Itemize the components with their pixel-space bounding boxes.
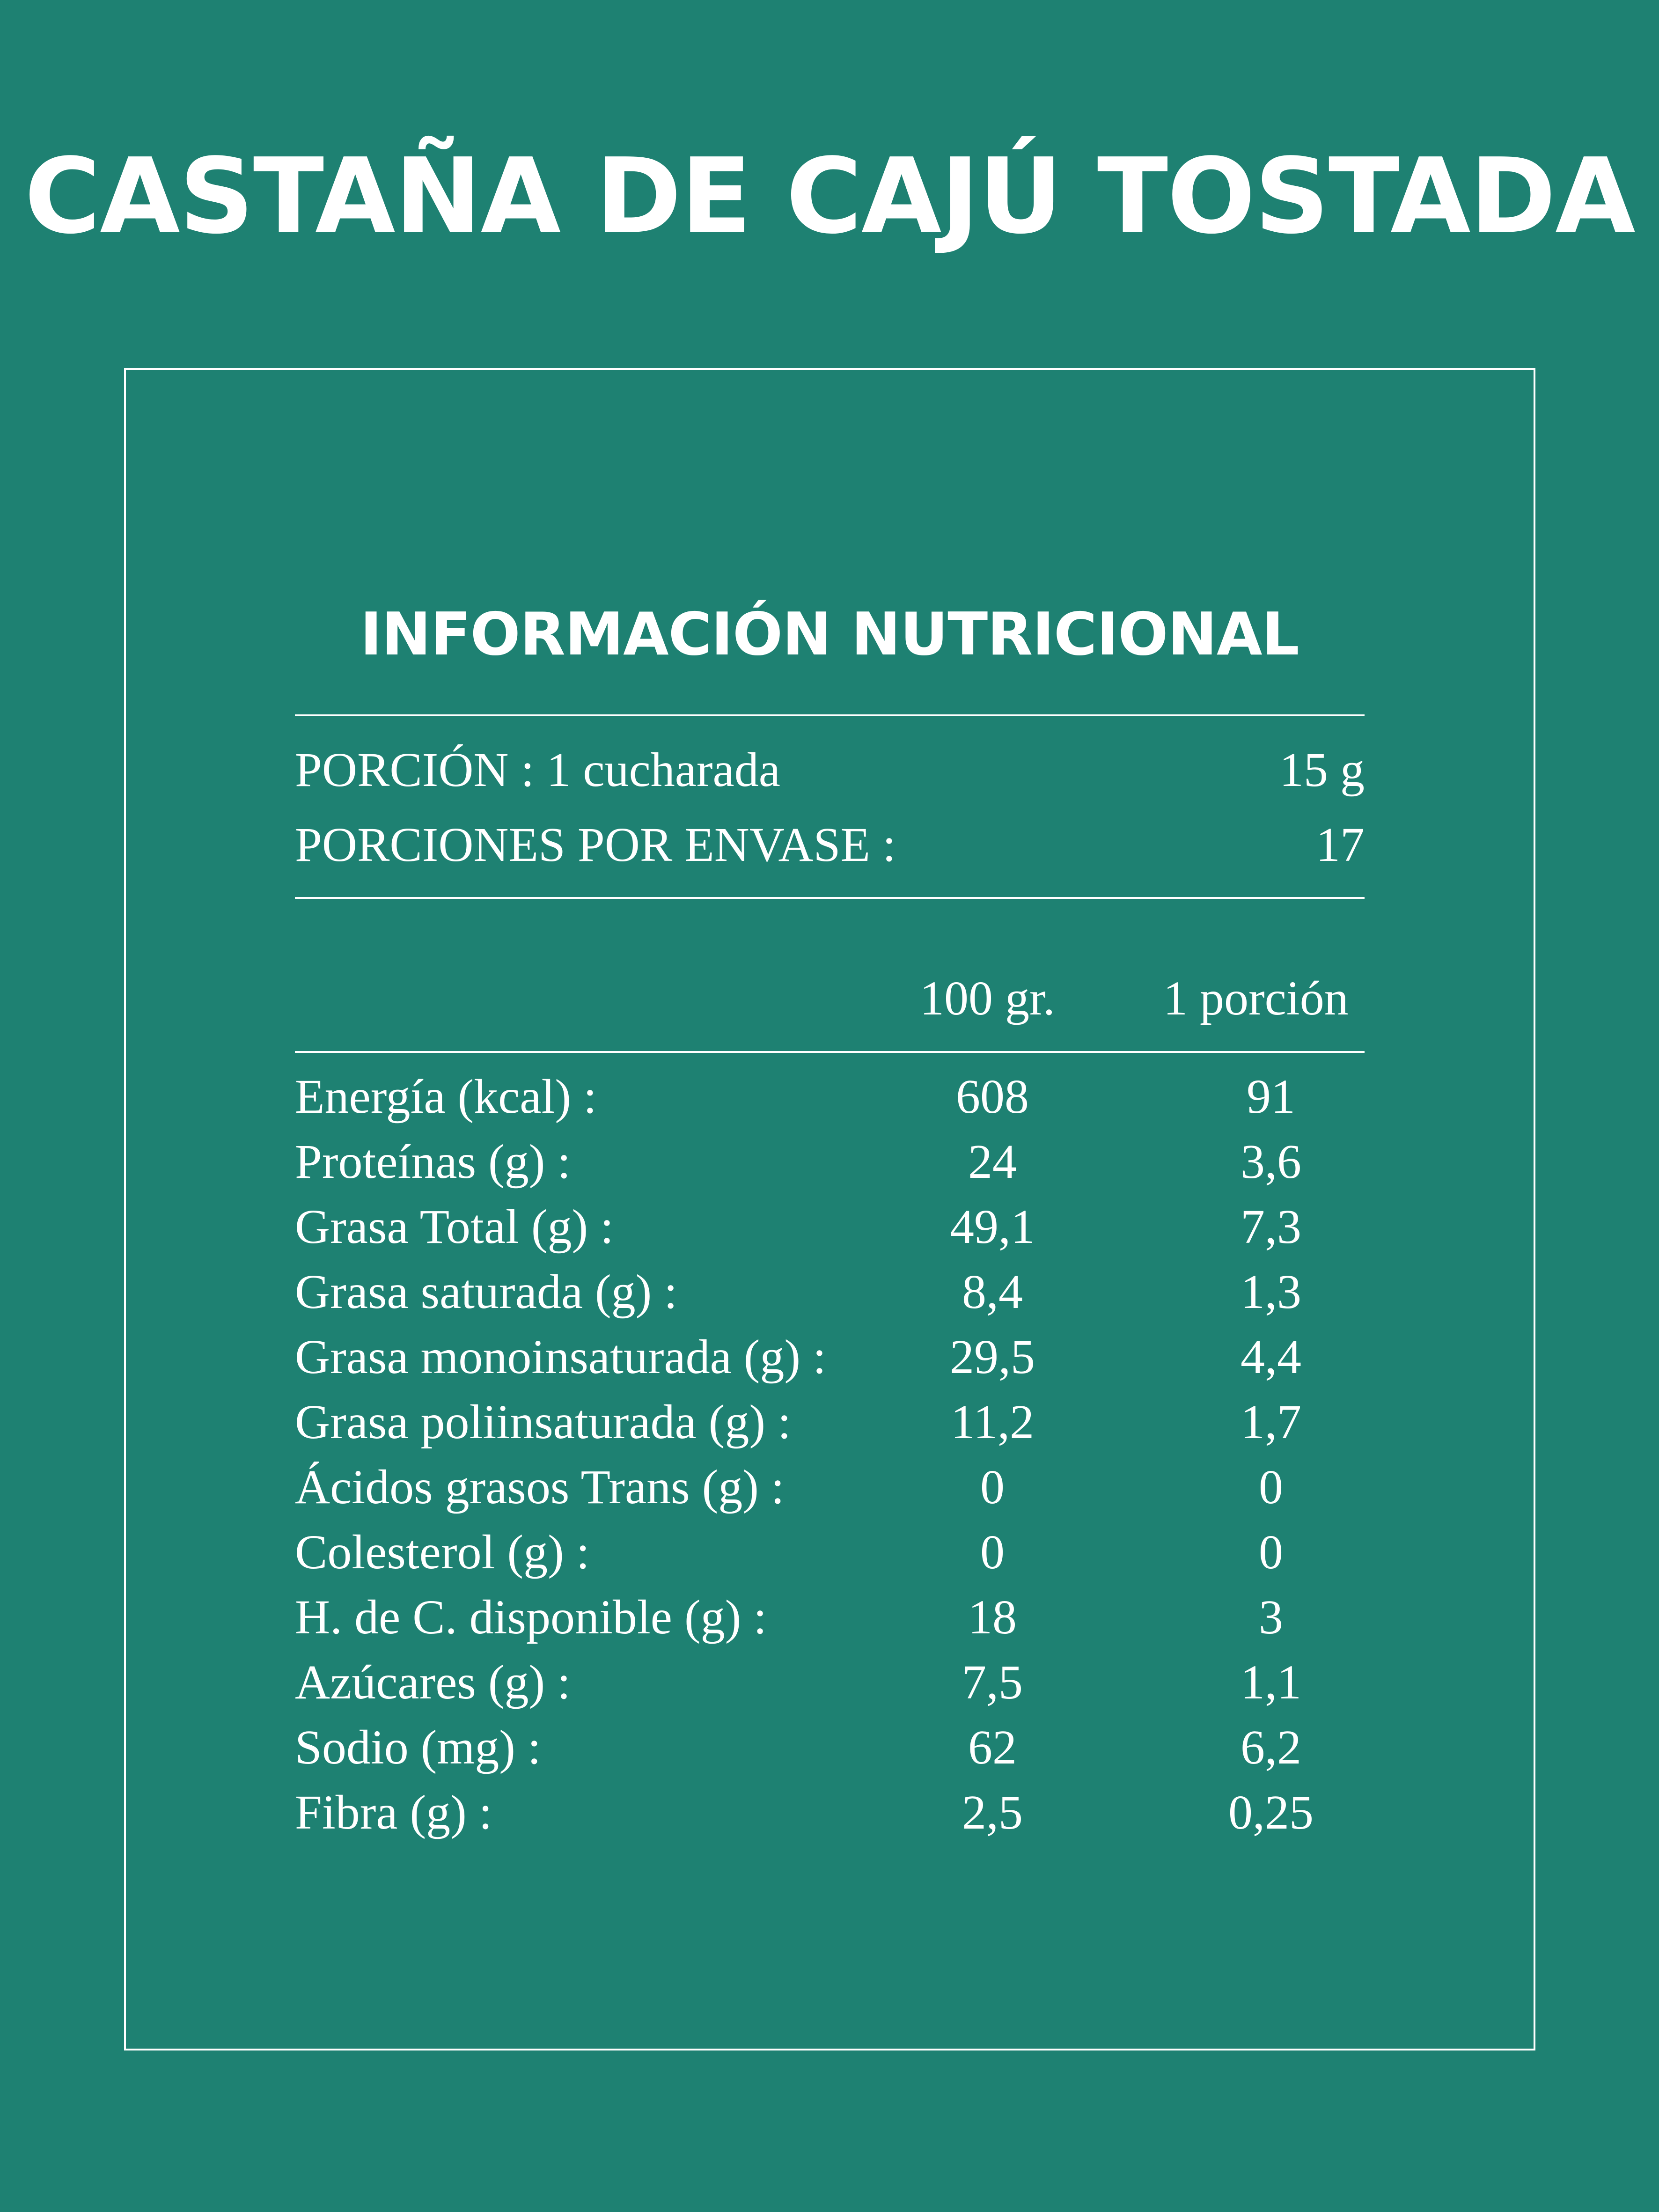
portion-label: PORCIÓN : 1 cucharada <box>295 743 780 797</box>
value-portion: 3 <box>1259 1590 1283 1644</box>
table-row <box>295 1459 1365 1524</box>
table-row <box>295 1134 1365 1199</box>
value-portion: 0 <box>1259 1460 1283 1514</box>
value-100g: 29,5 <box>950 1330 1035 1384</box>
nutrient-name: Ácidos grasos Trans (g) : <box>295 1460 785 1514</box>
nutrient-name: H. de C. disponible (g) : <box>295 1590 767 1644</box>
nutrient-name: Colesterol (g) : <box>295 1525 590 1579</box>
portion-row <box>295 742 1365 798</box>
product-title: CASTAÑA DE CAJÚ TOSTADA <box>24 136 1635 257</box>
value-portion: 6,2 <box>1241 1720 1301 1774</box>
table-row <box>295 1329 1365 1394</box>
value-100g: 8,4 <box>962 1265 1023 1319</box>
nutrient-list <box>295 1069 1365 1850</box>
column-header-100g: 100 gr. <box>920 971 1055 1025</box>
value-portion: 0,25 <box>1228 1786 1314 1839</box>
nutrient-name: Azúcares (g) : <box>295 1655 571 1709</box>
divider-header <box>295 1051 1365 1053</box>
table-row <box>295 1069 1365 1134</box>
nutrient-name: Fibra (g) : <box>295 1786 492 1839</box>
table-row <box>295 1720 1365 1785</box>
value-100g: 0 <box>980 1525 1005 1579</box>
divider-middle <box>295 897 1365 899</box>
value-portion: 0 <box>1259 1525 1283 1579</box>
value-portion: 4,4 <box>1241 1330 1301 1384</box>
servings-label: PORCIONES POR ENVASE : <box>295 818 896 872</box>
portion-value: 15 g <box>1279 743 1365 797</box>
value-100g: 49,1 <box>950 1200 1035 1254</box>
nutrient-name: Sodio (mg) : <box>295 1720 541 1774</box>
column-header-portion: 1 porción <box>1163 971 1349 1025</box>
table-row <box>295 1654 1365 1720</box>
value-portion: 1,3 <box>1241 1265 1301 1319</box>
nutrient-name: Energía (kcal) : <box>295 1070 597 1124</box>
value-100g: 18 <box>968 1590 1017 1644</box>
table-row <box>295 1394 1365 1459</box>
value-100g: 7,5 <box>962 1655 1023 1709</box>
value-portion: 91 <box>1247 1070 1295 1124</box>
servings-row <box>295 817 1365 873</box>
nutrition-heading: INFORMACIÓN NUTRICIONAL <box>360 600 1299 669</box>
value-100g: 0 <box>980 1460 1005 1514</box>
nutrient-name: Grasa monoinsaturada (g) : <box>295 1330 826 1384</box>
value-100g: 11,2 <box>950 1395 1035 1449</box>
value-100g: 608 <box>956 1070 1029 1124</box>
value-portion: 1,1 <box>1241 1655 1301 1709</box>
value-100g: 62 <box>968 1720 1017 1774</box>
table-row <box>295 1589 1365 1654</box>
value-100g: 2,5 <box>962 1786 1023 1839</box>
nutrient-name: Grasa saturada (g) : <box>295 1265 678 1319</box>
table-row <box>295 1199 1365 1264</box>
value-portion: 3,6 <box>1241 1135 1301 1189</box>
value-portion: 7,3 <box>1241 1200 1301 1254</box>
table-row <box>295 1524 1365 1589</box>
nutrient-name: Grasa Total (g) : <box>295 1200 614 1254</box>
nutrient-name: Proteínas (g) : <box>295 1135 571 1189</box>
table-row <box>295 1785 1365 1850</box>
divider-top <box>295 714 1365 716</box>
value-portion: 1,7 <box>1241 1395 1301 1449</box>
value-100g: 24 <box>968 1135 1017 1189</box>
nutrient-name: Grasa poliinsaturada (g) : <box>295 1395 791 1449</box>
servings-value: 17 <box>1316 818 1365 872</box>
table-row <box>295 1264 1365 1329</box>
